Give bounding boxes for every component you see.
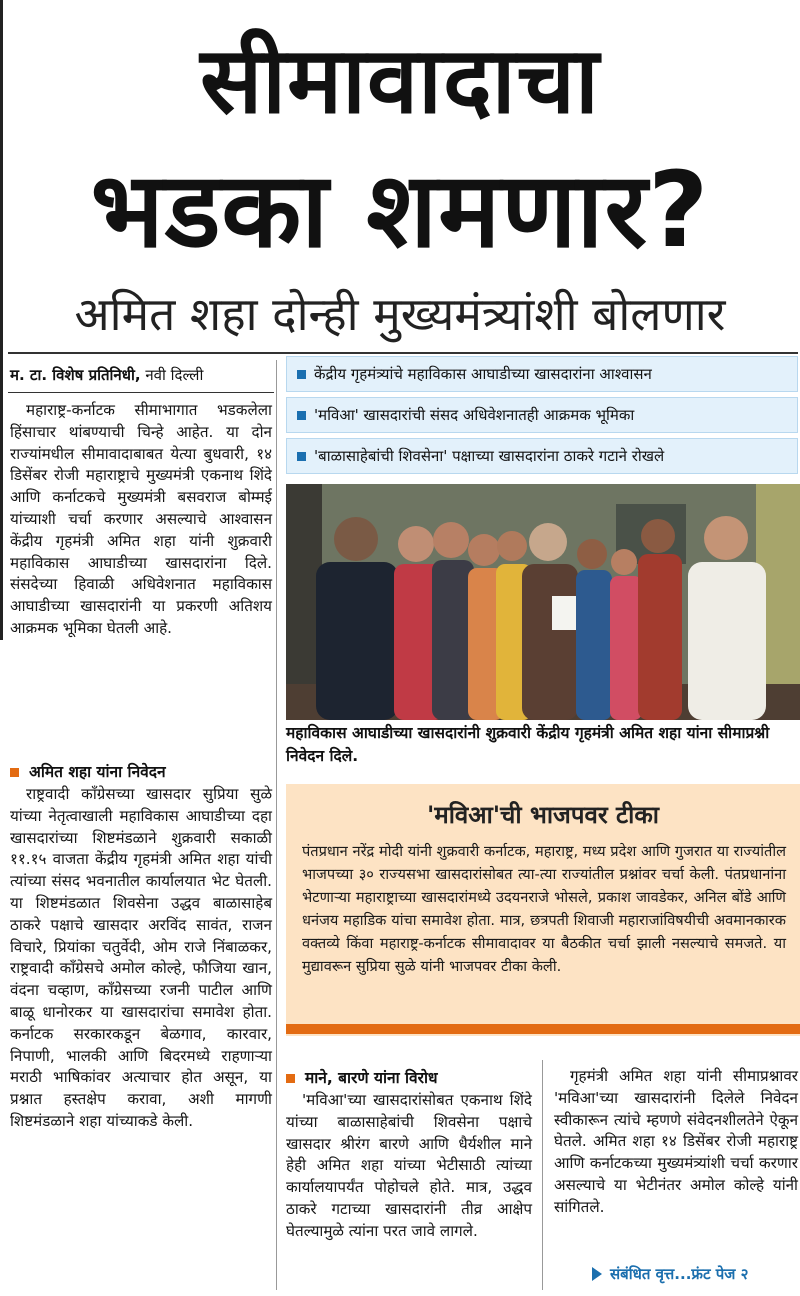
- section-heading-text: माने, बारणे यांना विरोध: [305, 1069, 438, 1087]
- arrow-right-icon: [592, 1267, 602, 1281]
- highlight-text: 'बाळासाहेबांची शिवसेना' पक्षाच्या खासदारांना ठाकरे गटाने रोखले: [314, 447, 665, 465]
- section-body-text: 'मविआ'च्या खासदारांसोबत एकनाथ शिंदे यांच्या बाळासाहेबांची शिवसेना पक्षाचे खासदार श्रीरंग बारणे आणि धैर्यशील माने हेही अमित शहा यांच्या भेटीसाठी त्यांच्या कार्यालयापर्यंत पोहोचले होते. मात्र, उद्धव ठाकरे गटाच्या खासदारांनी तीव्र आक्षेप घेतल्यामुळे त्यांना परत जावे लागले.: [286, 1091, 532, 1240]
- photo-caption: महाविकास आघाडीच्या खासदारांनी शुक्रवारी केंद्रीय गृहमंत्री अमित शहा यांना सीमाप्रश्नी निवेदन दिले.: [286, 724, 770, 765]
- headline-line-2: भडका शमणार?: [90, 149, 710, 271]
- news-photo: [286, 484, 800, 720]
- section-body: [10, 784, 272, 1133]
- column-divider: [276, 360, 277, 1290]
- highlight-text: 'मविआ' खासदारांची संसद अधिवेशनातही आक्रमक भूमिका: [314, 406, 635, 424]
- related-news-link[interactable]: [592, 1264, 798, 1284]
- byline-divider: [8, 392, 274, 393]
- byline: [10, 364, 272, 386]
- highlights-list: [286, 356, 798, 479]
- info-box-title: 'मविआ'ची भाजपवर टीका: [427, 801, 659, 829]
- column-divider: [542, 1060, 543, 1290]
- byline-place: नवी दिल्ली: [145, 366, 204, 384]
- section-body-text: गृहमंत्री अमित शहा यांनी सीमाप्रश्नावर 'मविआ'च्या खासदारांनी दिलेले निवेदन स्वीकारून त्यांचे म्हणणे संवेदनशीलतेने ऐकून घेतले. अमित शहा १४ डिसेंबर रोजी महाराष्ट्र आणि कर्नाटकच्या मुख्यमंत्र्यांशी चर्चा करणार असल्याचे या भेटीनंतर अमोल कोल्हे यांनी सांगितले.: [554, 1067, 798, 1216]
- subheadline: अमित शहा दोन्ही मुख्यमंत्र्यांशी बोलणार: [74, 287, 726, 341]
- section-statement: [10, 760, 272, 1133]
- section-opposition: [286, 1066, 532, 1243]
- section-heading: [10, 760, 272, 784]
- photo-group-illustration: [286, 484, 800, 720]
- highlight-item: [286, 397, 798, 433]
- highlight-text: केंद्रीय गृहमंत्र्यांचे महाविकास आघाडीच्या खासदारांना आश्वासन: [314, 365, 652, 383]
- lead-paragraph-text: महाराष्ट्र-कर्नाटक सीमाभागात भडकलेला हिंसाचार थांबण्याची चिन्हे आहेत. या दोन राज्यांमधील सीमावादाबाबत येत्या बुधवारी, १४ डिसेंबर रोजी महाराष्ट्राचे मुख्यमंत्री एकनाथ शिंदे आणि कर्नाटकचे मुख्यमंत्री बसवराज बोम्मई यांच्याशी चर्चा करणार असल्याचे आश्वासन केंद्रीय गृहमंत्री अमित शहा यांनी शुक्रवारी महाविकास आघाडीच्या खासदारांना दिले. संसदेच्या हिवाळी अधिवेशनात महाविकास आघाडीच्या खासदारांनी या प्रकरणी अतिशय आक्रमक भूमिका घेतली आहे.: [10, 401, 272, 637]
- highlight-item: [286, 438, 798, 474]
- bullet-square-icon: [297, 370, 306, 379]
- info-box-body: पंतप्रधान नरेंद्र मोदी यांनी शुक्रवारी कर्नाटक, महाराष्ट्र, मध्य प्रदेश आणि गुजरात या राज्यांतील भाजपच्या ३० राज्यसभा खासदारांसोबत त्या-त्या राज्यांतील प्रश्नांवर चर्चा केली. पंतप्रधानांना भेटणाऱ्या महाराष्ट्राच्या खासदारांमध्ये उदयनराजे भोसले, प्रकाश जावडेकर, अनिल बोंडे आणि धनंजय महाडिक यांचा समावेश होता. मात्र, छत्रपती शिवाजी महाराजांविषयीची अवमानकारक वक्तव्ये किंवा महाराष्ट्र-कर्नाटक सीमावादावर या बैठकीत चर्चा झाली नसल्याचे समजते. या मुद्यावरून सुप्रिया सुळे यांनी भाजपवर टीका केली.: [302, 843, 786, 975]
- heading-square-icon: [10, 768, 19, 777]
- section-heading-text: अमित शहा यांना निवेदन: [29, 763, 166, 781]
- headline-line-1: सीमावादाचा: [200, 27, 600, 134]
- info-box-accent-bar: [286, 1024, 800, 1034]
- bullet-square-icon: [297, 411, 306, 420]
- section-body-text: राष्ट्रवादी काँग्रेसच्या खासदार सुप्रिया सुळे यांच्या नेतृत्वाखाली महाविकास आघाडीच्या दहा खासदारांच्या शिष्टमंडळाने शुक्रवारी सकाळी ११.१५ वाजता केंद्रीय गृहमंत्री अमित शहा यांची त्यांच्या संसद भवनातील कार्यालयात भेट घेतली. या शिष्टमंडळात शिवसेना उद्धव बाळासाहेब ठाकरे पक्षाचे खासदार अरविंद सावंत, राजन विचारे, प्रियांका चतुर्वेदी, ओम राजे निंबाळकर, राष्ट्रवादी काँग्रेसचे अमोल कोल्हे, फौजिया खान, वंदना चव्हाण, काँग्रेसच्या रजनी पाटील आणि बाळू धानोरकर या खासदारांचा समावेश होता. कर्नाटक सरकारकडून बेळगाव, कारवार, निपाणी, भालकी आणि बिदरमध्ये राहणाऱ्या मराठी भाषिकांवर अत्याचार होत असून, या प्रश्नात हस्तक्षेप करावा, अशी मागणी शिष्टमंडळाने शहा यांच्याकडे केली.: [10, 785, 272, 1130]
- byline-source: म. टा. विशेष प्रतिनिधी,: [10, 366, 141, 384]
- related-news-link-text[interactable]: संबंधित वृत्त...फ्रंट पेज २: [610, 1265, 749, 1283]
- top-divider: [8, 352, 798, 354]
- heading-square-icon: [286, 1074, 295, 1083]
- section-statement-continued: [554, 1066, 798, 1219]
- highlight-item: [286, 356, 798, 392]
- section-heading: [286, 1066, 532, 1090]
- lead-paragraph: [10, 400, 272, 640]
- section-body: [286, 1090, 532, 1243]
- bullet-square-icon: [297, 452, 306, 461]
- info-box: [286, 784, 800, 1036]
